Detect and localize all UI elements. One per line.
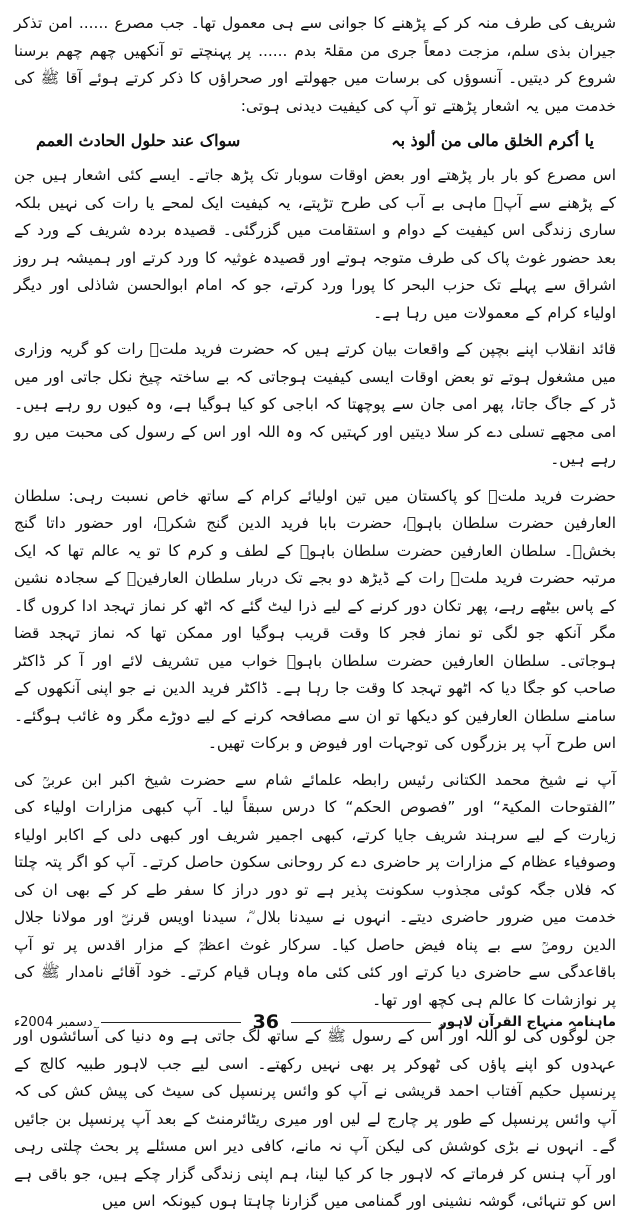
footer-divider xyxy=(101,1022,241,1023)
paragraph-1: شریف کی طرف منہ کر کے پڑھنے کا جوانی سے ہی معمول تھا۔ جب مصرع ...... امن تذکر جیران بذی سلم، مزجت دمعاً جری من مقلۃ بدم ...... پر پہنچتے تو آنکھیں چھم چھم برسنا شروع کر دیتیں۔ آنسوؤں کی برسات میں جھولتے اور صحراؤں کا ذکر کرتے ہوئے آقا ﷺ کی خدمت میں یہ اشعار پڑھتے تو آپ کی کیفیت دیدنی ہوتی: xyxy=(14,14,616,115)
page-number: 36 xyxy=(252,1011,280,1033)
issue-date: دسمبر 2004ء xyxy=(13,1014,93,1030)
footer-divider xyxy=(291,1022,431,1023)
paragraph-3: قائد انقلاب اپنے بچپن کے واقعات بیان کرتے ہیں کہ حضرت فرید ملتؒ رات کو گریہ وزاری میں مشغول ہوتے تو بعض اوقات ایسی کیفیت ہوجاتی کہ بے ساختہ چیخ نکل جاتی اور میں ڈر کے جاگ جاتا، پھر امی جان سے پوچھتا کہ اباجی کو کیا ہوگیا ہے، وہ کیوں رو رہے ہیں۔ امی مجھے تسلی دے کر سلا دیتیں اور کہتیں کہ وہ اللہ اور اس کے رسول کی محبت میں رو رہے ہیں۔ xyxy=(14,340,616,468)
paragraph-4: حضرت فرید ملتؒ کو پاکستان میں تین اولیائے کرام کے ساتھ خاص نسبت رہی: سلطان العارفین حضرت سلطان باہوؒ، حضرت بابا فرید الدین گنج شکرؒ، اور حضور داتا گنج بخشؒ۔ سلطان العارفین حضرت سلطان باہوؒ کے لطف و کرم کا تو یہ عالم تھا کہ ایک مرتبہ حضرت فرید ملتؒ رات کے ڈیڑھ دو بجے تک دربار سلطان العارفینؒ کے سجادہ نشین کے پاس بیٹھے رہے، پھر تکان دور کرنے کے لیے ذرا لیٹ گئے کہ اٹھ کر نماز تہجد ادا کروں گا۔ مگر آنکھ جو لگی تو نماز فجر کا وقت قریب ہوگیا اور ممکن تھا کہ نماز تہجد قضا ہوجاتی۔ سلطان العارفین حضرت سلطان باہوؒ خواب میں تشریف لائے اور آ کر ڈاکٹر صاحب کو جگا دیا کہ اٹھو تہجد کا وقت جا رہا ہے۔ ڈاکٹر فرید الدین نے جو اپنی آنکھوں کے سامنے سلطان العارفین کو دیکھا تو ان سے مصافحہ کرنے کے لیے دوڑے مگر وہ غائب ہوگئے۔ اس طرح آپ پر بزرگوں کی توجہات اور فیوض و برکات تھیں۔ xyxy=(14,486,616,752)
verse-second-hemistich: سواک عند حلول الحادث العمم xyxy=(36,131,241,150)
page-footer xyxy=(14,1006,616,1038)
verse-first-hemistich: یا أکرم الخلق مالی من ألوذ بہ xyxy=(391,131,594,150)
magazine-name: ماہنامہ منہاج القرآن لاہور xyxy=(438,1014,616,1030)
paragraph-5: آپ نے شیخ محمد الکتانی رئیس رابطہ علمائے شام سے حضرت شیخ اکبر ابن عربیؒ کی ”الفتوحات المکیۃ“ اور ”فصوص الحکم“ کا درس سبقاً لیا۔ آپ کبھی مزارات اولیاء کی زیارت کے لیے سرہند شریف جایا کرتے، کبھی اجمیر شریف اور کبھی دلی کے اکابر اولیاء وصوفیاء عظام کے مزارات پر حاضری دے کر روحانی سکون حاصل کرتے۔ آپ کو اگر پتہ چلتا کہ فلاں جگہ کوئی مجذوب سکونت پذیر ہے تو دور دراز کا سفر طے کر کے بھی ان کی خدمت میں ضرور حاضری دیتے۔ انہوں نے سیدنا بلال ؓ، سیدنا اویس قرنیؓ اور مولانا جلال الدین رومیؒ سے بے پناہ فیض حاصل کیا۔ سرکار غوث اعظمؒ کے مزار اقدس پر تو آپ باقاعدگی سے حاضری دیا کرتے اور کئی کئی ماہ وہاں قیام کرتے۔ خود آقائے نامدار ﷺ کی پر نوازشات کا عالم ہی کچھ اور تھا۔ xyxy=(14,770,616,1009)
paragraph-6: جن لوگوں کی لو اللہ اور اُس کے رسول ﷺ کے ساتھ لگ جاتی ہے وہ دنیا کی آسائشوں اور عہدوں کو اپنے پاؤں کی ٹھوکر پر بھی نہیں رکھتے۔ اسی لیے جب لاہور طبیہ کالج کے پرنسپل حکیم آفتاب احمد قریشی نے آپ کو وائس پرنسپل کی سیٹ کی پیش کش کی کہ آپ وائس پرنسپل کے طور پر چارج لے لیں اور میری ریٹائرمنٹ کے بعد آپ پرنسپل بن جائیں گے۔ انہوں نے بڑی کوشش کی لیکن آپ نہ مانے، کافی دیر اس مسئلے پر بحث چلتی رہی اور آپ ہنس کر فرماتے کہ لاہور جا کر کیا لینا، ہم اپنی زندگی گزار چکے ہیں، جو باقی ہے اس کو تنہائی، گوشہ نشینی اور گمنامی میں گزارنا چاہتا ہوں کیونکہ اس میں xyxy=(14,1027,617,1210)
arabic-verse xyxy=(14,120,616,162)
paragraph-2: اس مصرع کو بار بار پڑھتے اور بعض اوقات سوبار تک پڑھ جاتے۔ ایسے کئی اشعار ہیں جن کے پڑھنے سے آپؒ ماہی بے آب کی طرح تڑپتے، یہ کیفیت ایک لمحے یا رات کی نہیں بلکہ ساری زندگی اس کیفیت کے دوام و استقامت میں گزرگئی۔ قصیدہ بردہ شریف کے ورد کے بعد حضور غوث پاک کی طرف متوجہ ہوتے اور قصیدہ غوثیہ کا ورد کرتے اور ہمیشہ ہر روز اشراق سے پہلے تک حزب البحر کا پورا ورد کرتے، جو کہ امام ابوالحسن شاذلی اور دیگر اولیاء کرام کے معمولات میں رہا ہے۔ xyxy=(14,166,616,322)
